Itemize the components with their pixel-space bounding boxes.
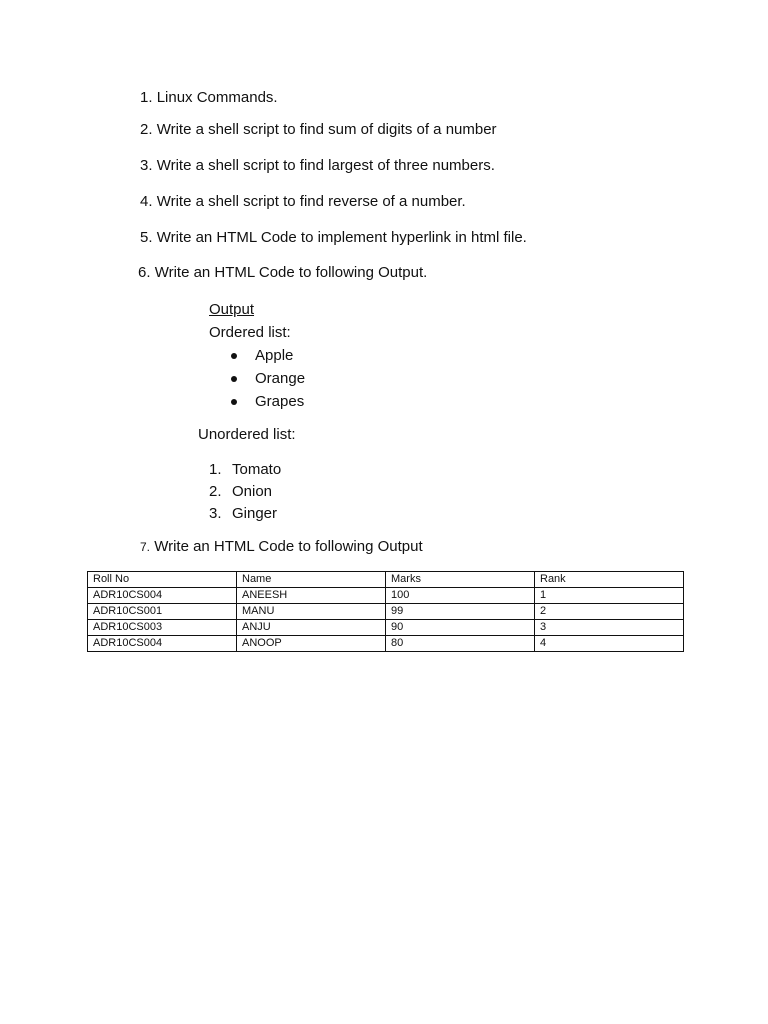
bullet-item-label: Grapes [255, 393, 305, 410]
header-marks: Marks [386, 572, 535, 588]
table-cell: MANU [237, 604, 386, 620]
question-number: 4. [140, 193, 153, 210]
question-3 [140, 156, 495, 176]
table-row [88, 588, 684, 604]
table-cell: ADR10CS003 [88, 620, 237, 636]
output-heading: Output [209, 301, 255, 318]
table-header-row [88, 572, 684, 588]
bullet-icon [231, 399, 237, 405]
question-number: 6. [138, 264, 151, 281]
bullet-icon [231, 353, 237, 359]
question-text: Write a shell script to find sum of digits of a number [156, 121, 497, 138]
numbered-item-label: Onion [232, 483, 273, 500]
question-number: 1. [140, 89, 153, 106]
numbered-item-label: Ginger [232, 505, 278, 522]
table-cell: ANOOP [237, 636, 386, 652]
table-cell: ANEESH [237, 588, 386, 604]
table-cell: 80 [386, 636, 535, 652]
unordered-list-caption: Unordered list: [198, 426, 296, 443]
table-cell: 1 [535, 588, 684, 604]
table-row [88, 620, 684, 636]
table-cell: ADR10CS001 [88, 604, 237, 620]
question-text: Write an HTML Code to following Output [154, 538, 423, 555]
table-cell: 99 [386, 604, 535, 620]
question-number: 7. [140, 540, 151, 554]
numbered-item-number: 3. [209, 505, 222, 522]
numbered-item-number: 1. [209, 461, 222, 478]
question-text: Write an HTML Code to implement hyperlink in html file. [156, 229, 527, 246]
table-cell: 100 [386, 588, 535, 604]
table-cell: ANJU [237, 620, 386, 636]
header-roll-no: Roll No [88, 572, 237, 588]
table-cell: 90 [386, 620, 535, 636]
table-cell: ADR10CS004 [88, 588, 237, 604]
bullet-item-label: Orange [255, 370, 306, 387]
ordered-list-caption: Ordered list: [209, 324, 291, 341]
table-cell: 4 [535, 636, 684, 652]
question-6 [138, 263, 427, 283]
bullet-item-label: Apple [255, 347, 294, 364]
question-text: Linux Commands. [156, 89, 278, 106]
question-text: Write a shell script to find largest of three numbers. [156, 157, 495, 174]
table-row [88, 636, 684, 652]
table-cell: 2 [535, 604, 684, 620]
numbered-item-label: Tomato [232, 461, 282, 478]
marks-table [87, 571, 684, 652]
header-rank: Rank [535, 572, 684, 588]
question-2 [140, 120, 497, 140]
question-text: Write an HTML Code to following Output. [154, 264, 428, 281]
table-row [88, 604, 684, 620]
bullet-icon [231, 376, 237, 382]
question-4 [140, 192, 466, 212]
table-cell: ADR10CS004 [88, 636, 237, 652]
question-5 [140, 228, 527, 248]
question-1 [140, 88, 278, 108]
question-number: 3. [140, 157, 153, 174]
numbered-item-number: 2. [209, 483, 222, 500]
question-number: 5. [140, 229, 153, 246]
table-cell: 3 [535, 620, 684, 636]
question-7 [140, 537, 423, 557]
header-name: Name [237, 572, 386, 588]
question-text: Write a shell script to find reverse of a number. [156, 193, 466, 210]
question-number: 2. [140, 121, 153, 138]
